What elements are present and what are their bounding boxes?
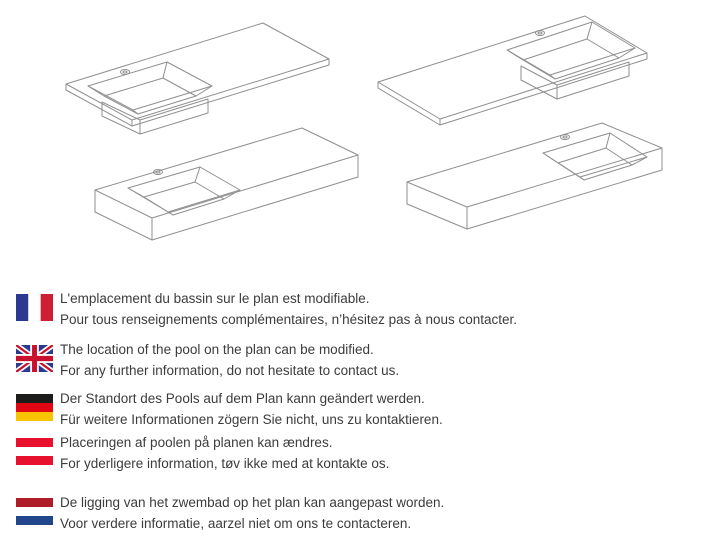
note-line: Voor verdere informatie, aarzel niet om ons te contacteren. — [60, 516, 412, 531]
france-flag-icon — [16, 294, 53, 321]
note-text-german — [60, 388, 443, 430]
diagram-thick-top-basin-right — [395, 110, 675, 245]
note-row-dutch — [16, 492, 444, 534]
basin-rim — [543, 133, 647, 177]
basin-rim — [128, 167, 240, 212]
note-line: For yderligere information, tøv ikke med at kontakte os. — [60, 456, 390, 471]
note-line: L'emplacement du bassin sur le plan est modifiable. — [60, 291, 370, 306]
note-row-german — [16, 388, 443, 430]
note-row-danish — [16, 432, 389, 474]
note-row-french — [16, 288, 517, 330]
slab-top-face — [407, 123, 662, 207]
note-line: Placeringen af poolen på planen kan ændres. — [60, 435, 333, 450]
faucet-hole-icon — [563, 136, 567, 138]
note-line: Pour tous renseignements complémentaires, n’hésitez pas à nous contacter. — [60, 312, 518, 327]
netherlands-flag-icon — [16, 498, 53, 525]
note-line: The location of the pool on the plan can be modified. — [60, 342, 374, 357]
note-line: Für weitere Informationen zögern Sie nicht, uns zu kontaktieren. — [60, 412, 443, 427]
note-text-french — [60, 288, 517, 330]
basin-rim — [507, 22, 635, 75]
slab-top-face — [95, 128, 358, 218]
faucet-hole-icon — [123, 71, 127, 73]
faucet-hole-icon — [561, 135, 570, 140]
note-line: Der Standort des Pools auf dem Plan kann geändert werden. — [60, 391, 425, 406]
note-text-danish — [60, 432, 389, 474]
note-text-english — [60, 339, 399, 381]
faucet-hole-icon — [121, 70, 130, 75]
slab-top-face — [378, 16, 647, 119]
note-line: For any further information, do not hesitate to contact us. — [60, 363, 400, 378]
basin-walls — [507, 22, 635, 79]
denmark-flag-icon — [16, 438, 53, 465]
faucet-hole-icon — [536, 31, 545, 36]
diagram-thick-top-basin-left — [85, 115, 365, 250]
note-line: De ligging van het zwembad op het plan kan aangepast worden. — [60, 495, 445, 510]
uk-flag-icon — [16, 345, 53, 372]
basin-bottom — [104, 78, 196, 114]
basin-rim — [88, 62, 212, 110]
basin-bottom — [558, 148, 632, 180]
note-text-dutch — [60, 492, 444, 534]
note-row-english — [16, 339, 399, 381]
germany-flag-icon — [16, 394, 53, 421]
faucet-hole-icon — [538, 32, 542, 34]
